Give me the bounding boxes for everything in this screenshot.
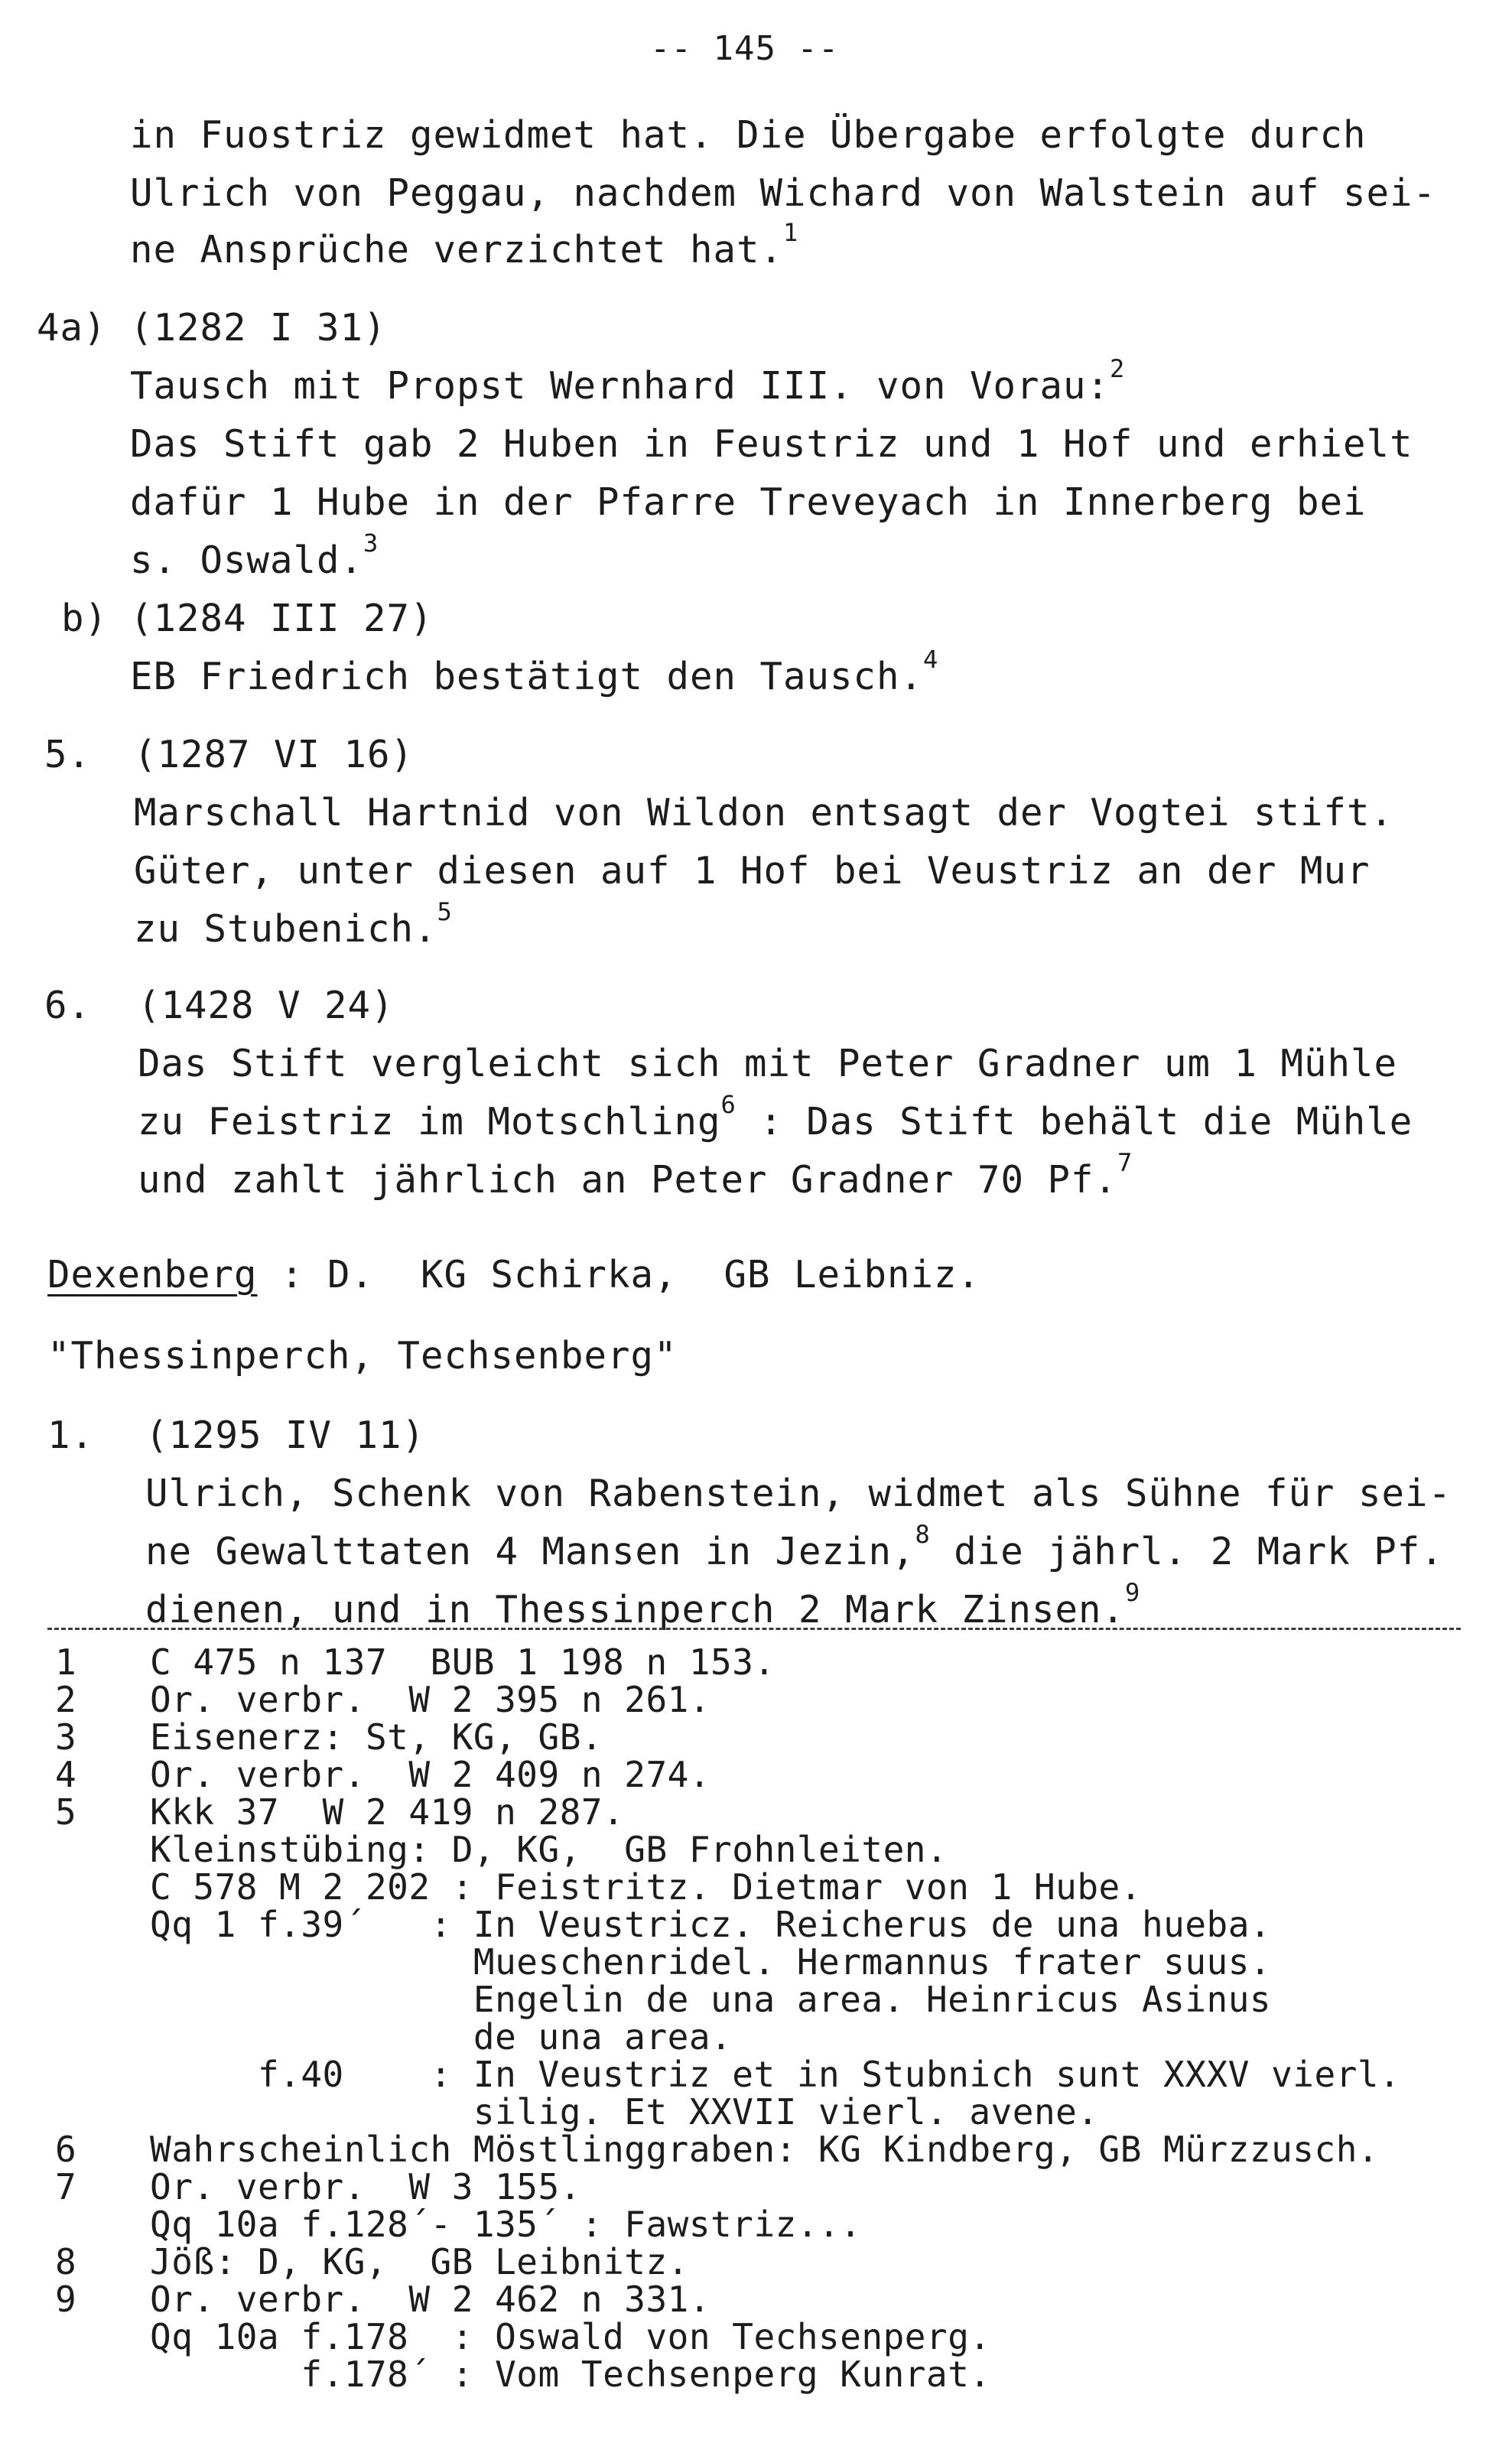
footnote-ref: 3	[363, 529, 379, 558]
page-number: -- 145 --	[650, 29, 840, 68]
item-number: 4a)	[37, 306, 107, 350]
footnote-ref: 6	[720, 1090, 736, 1119]
footnote-ref: 8	[915, 1520, 931, 1549]
place-alias: "Thessinperch, Techsenberg"	[47, 1334, 678, 1378]
footnote-text: Kkk 37 W 2 419 n 287.	[150, 1791, 625, 1833]
footnote-text: Qq 10a f.128´- 135´ : Fawstriz...	[150, 2204, 862, 2245]
text-line: Das Stift gab 2 Huben in Feustriz und 1 Hof und erhielt	[130, 422, 1413, 466]
footnote-number: 9	[55, 2279, 77, 2320]
footnote-text: f.40 : In Veustriz et in Stubnich sunt XXXV vierl.	[150, 2054, 1401, 2095]
footnote-number: 6	[55, 2129, 77, 2170]
text-line: in Fuostriz gewidmet hat. Die Übergabe erfolgte durch	[130, 113, 1367, 157]
item-number: b)	[61, 597, 109, 640]
footnote-text: de una area.	[150, 2016, 733, 2058]
text-line: Ulrich von Peggau, nachdem Wichard von Walstein auf sei-	[130, 171, 1437, 215]
footnote-number: 2	[55, 1679, 77, 1720]
footnote-text: silig. Et XXVII vierl. avene.	[150, 2091, 1099, 2133]
text-line: und zahlt jährlich an Peter Gradner 70 Pf.$^7$	[138, 1148, 1133, 1202]
footnote-text: Or. verbr. W 2 409 n 274.	[150, 1754, 711, 1795]
footnote-number: 8	[55, 2241, 77, 2282]
item-date: (1428 V 24)	[138, 984, 395, 1027]
item-date: (1284 III 27)	[130, 597, 434, 640]
footnote-separator	[47, 1628, 1461, 1630]
place-heading: Dexenberg : D. KG Schirka, GB Leibniz.	[47, 1253, 981, 1296]
text-line: Das Stift vergleicht sich mit Peter Gradner um 1 Mühle	[138, 1042, 1398, 1085]
place-name: Dexenberg	[47, 1253, 258, 1296]
text-line: dienen, und in Thessinperch 2 Mark Zinsen.$^9$	[145, 1578, 1141, 1632]
text-line: Tausch mit Propst Wernhard III. von Vorau:$^2$	[130, 354, 1126, 408]
text-line: Marschall Hartnid von Wildon entsagt der Vogtei stift.	[134, 791, 1394, 834]
footnote-number: 3	[55, 1716, 77, 1758]
footnote-ref: 1	[783, 218, 799, 247]
text-line: Güter, unter diesen auf 1 Hof bei Veustriz an der Mur	[134, 849, 1371, 893]
text-line: ne Gewalttaten 4 Mansen in Jezin,$^8$ die jährl. 2 Mark Pf.	[145, 1520, 1444, 1573]
footnote-number: 4	[55, 1754, 77, 1795]
footnote-text: Jöß: D, KG, GB Leibnitz.	[150, 2241, 689, 2282]
footnote-ref: 9	[1125, 1578, 1141, 1607]
text-line: zu Stubenich.$^5$	[134, 897, 453, 951]
footnote-text: Eisenerz: St, KG, GB.	[150, 1716, 603, 1758]
footnote-text: f.178´ : Vom Techsenperg Kunrat.	[150, 2354, 991, 2395]
footnote-text: Kleinstübing: D, KG, GB Frohnleiten.	[150, 1829, 948, 1870]
footnote-ref: 4	[923, 645, 939, 674]
footnote-text: Qq 1 f.39´ : In Veustricz. Reicherus de una hueba.	[150, 1904, 1272, 1945]
text-line: zu Feistriz im Motschling$^6$ : Das Stift behält die Mühle	[138, 1090, 1413, 1144]
text-line: s. Oswald.$^3$	[130, 529, 379, 582]
text-line: Ulrich, Schenk von Rabenstein, widmet als Sühne für sei-	[145, 1472, 1452, 1515]
text-line: dafür 1 Hube in der Pfarre Treveyach in Innerberg bei	[130, 480, 1367, 524]
text-line: EB Friedrich bestätigt den Tausch.$^4$	[130, 645, 939, 698]
footnote-text: Engelin de una area. Heinricus Asinus	[150, 1979, 1272, 2020]
item-number: 1.	[47, 1414, 95, 1457]
footnote-text: C 475 n 137 BUB 1 198 n 153.	[150, 1641, 776, 1683]
footnote-text: C 578 M 2 202 : Feistritz. Dietmar von 1 Hube.	[150, 1866, 1142, 1908]
item-number: 6.	[44, 984, 92, 1027]
footnote-number: 1	[55, 1641, 77, 1683]
footnote-number: 5	[55, 1791, 77, 1833]
footnote-text: Or. verbr. W 3 155.	[150, 2166, 581, 2207]
footnote-ref: 7	[1117, 1148, 1133, 1177]
footnote-text: Wahrscheinlich Möstlinggraben: KG Kindberg, GB Mürzzusch.	[150, 2129, 1380, 2170]
footnote-ref: 2	[1110, 354, 1126, 383]
item-date: (1282 I 31)	[130, 306, 387, 350]
footnote-text: Or. verbr. W 2 462 n 331.	[150, 2279, 711, 2320]
footnote-text: Mueschenridel. Hermannus frater suus.	[150, 1941, 1272, 1983]
footnote-text: Or. verbr. W 2 395 n 261.	[150, 1679, 711, 1720]
footnote-ref: 5	[437, 897, 453, 926]
item-date: (1287 VI 16)	[134, 733, 415, 776]
footnote-text: Qq 10a f.178 : Oswald von Techsenperg.	[150, 2316, 991, 2357]
footnote-number: 7	[55, 2166, 77, 2207]
item-number: 5.	[44, 733, 92, 776]
item-date: (1295 IV 11)	[145, 1414, 426, 1457]
text-line: ne Ansprüche verzichtet hat.$^1$	[130, 218, 799, 272]
